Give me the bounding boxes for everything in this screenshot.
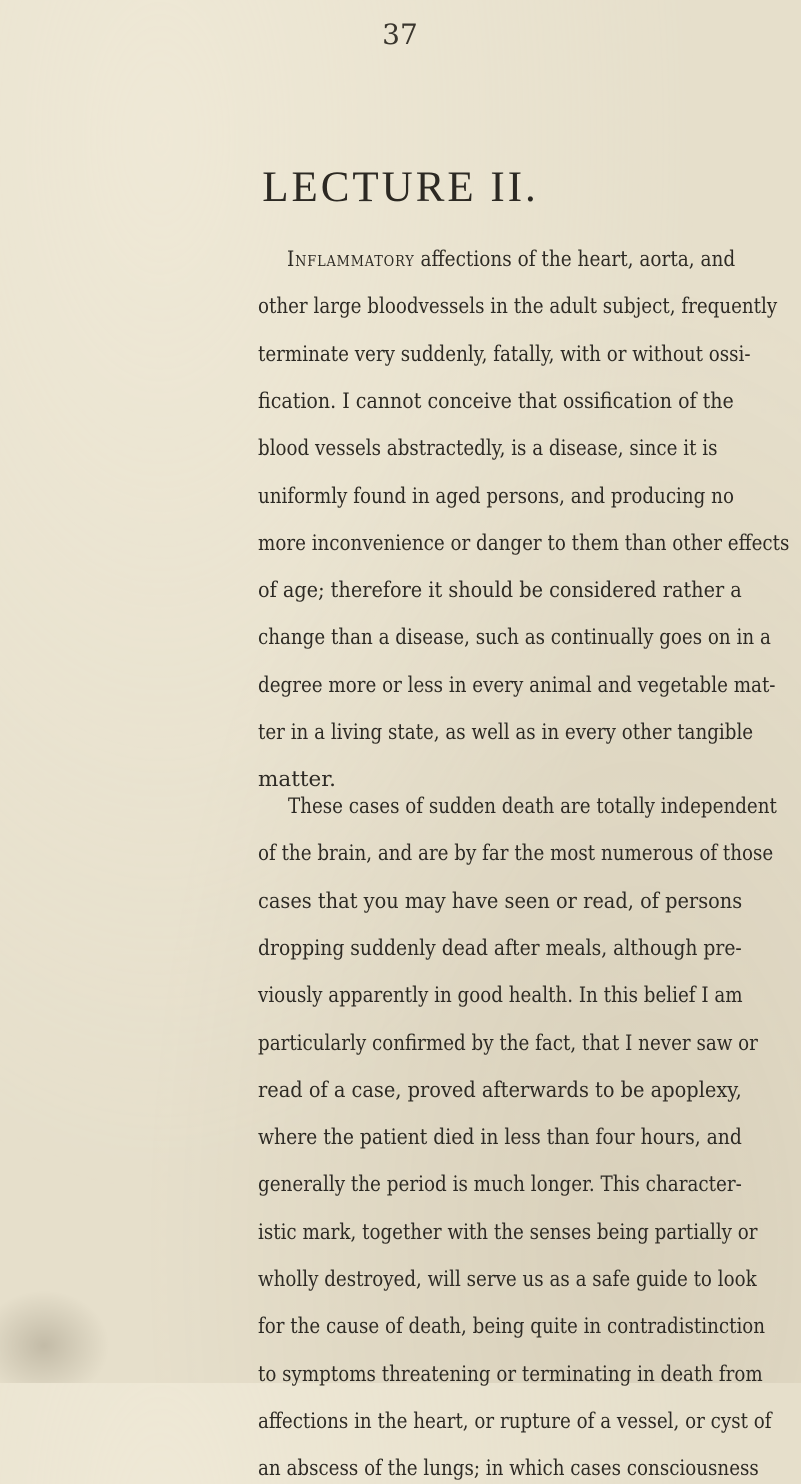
text-line: degree more or less in every animal and vegetable mat- — [258, 672, 776, 698]
text-line: istic mark, together with the senses being partially or — [258, 1219, 758, 1245]
lecture-title: LECTURE II. — [262, 164, 539, 211]
text-line: of the brain, and are by far the most numerous of those — [258, 841, 774, 867]
text-line: read of a case, proved afterwards to be apoplexy, — [258, 1077, 742, 1103]
text-line: viously apparently in good health. In this belief I am — [258, 983, 743, 1009]
text-line: other large bloodvessels in the adult subject, frequently — [258, 294, 778, 320]
text-line: generally the period is much longer. This character- — [258, 1172, 742, 1198]
text-line: to symptoms threatening or terminating in death from — [258, 1361, 763, 1387]
text-line: wholly destroyed, will serve us as a safe guide to look — [258, 1267, 757, 1292]
text-line: fication. I cannot conceive that ossification of the — [258, 388, 734, 414]
text-line: particularly confirmed by the fact, that I never saw or — [258, 1030, 758, 1056]
text-line: blood vessels abstractedly, is a disease, since it is — [258, 436, 718, 462]
text-line: Inflammatory affections of the heart, aorta, and — [287, 247, 736, 272]
text-line: change than a disease, such as continually goes on in a — [258, 625, 771, 651]
text-line: for the cause of death, being quite in contradistinction — [258, 1314, 766, 1340]
page-number: 37 — [382, 18, 418, 51]
text-line: more inconvenience or danger to them than other effects — [258, 530, 790, 556]
text-line: an abscess of the lungs; in which cases consciousness — [258, 1456, 759, 1482]
lead-word: Inflammatory — [287, 247, 415, 272]
text-line: These cases of sudden death are totally independent — [288, 794, 777, 819]
text-line: cases that you may have seen or read, of persons — [258, 888, 743, 914]
text-line: terminate very suddenly, fatally, with or without ossi- — [258, 341, 751, 367]
text-line: of age; therefore it should be considered rather a — [258, 578, 742, 604]
text-line: matter. — [258, 767, 336, 793]
text-line: ter in a living state, as well as in every other tangible — [258, 720, 754, 745]
text-line: where the patient died in less than four hours, and — [258, 1125, 742, 1151]
paper-stain — [0, 1290, 110, 1383]
text-line: affections in the heart, or rupture of a vessel, or cyst of — [258, 1408, 772, 1434]
text-line: dropping suddenly dead after meals, although pre- — [258, 935, 742, 961]
text-line: uniformly found in aged persons, and producing no — [258, 483, 734, 509]
